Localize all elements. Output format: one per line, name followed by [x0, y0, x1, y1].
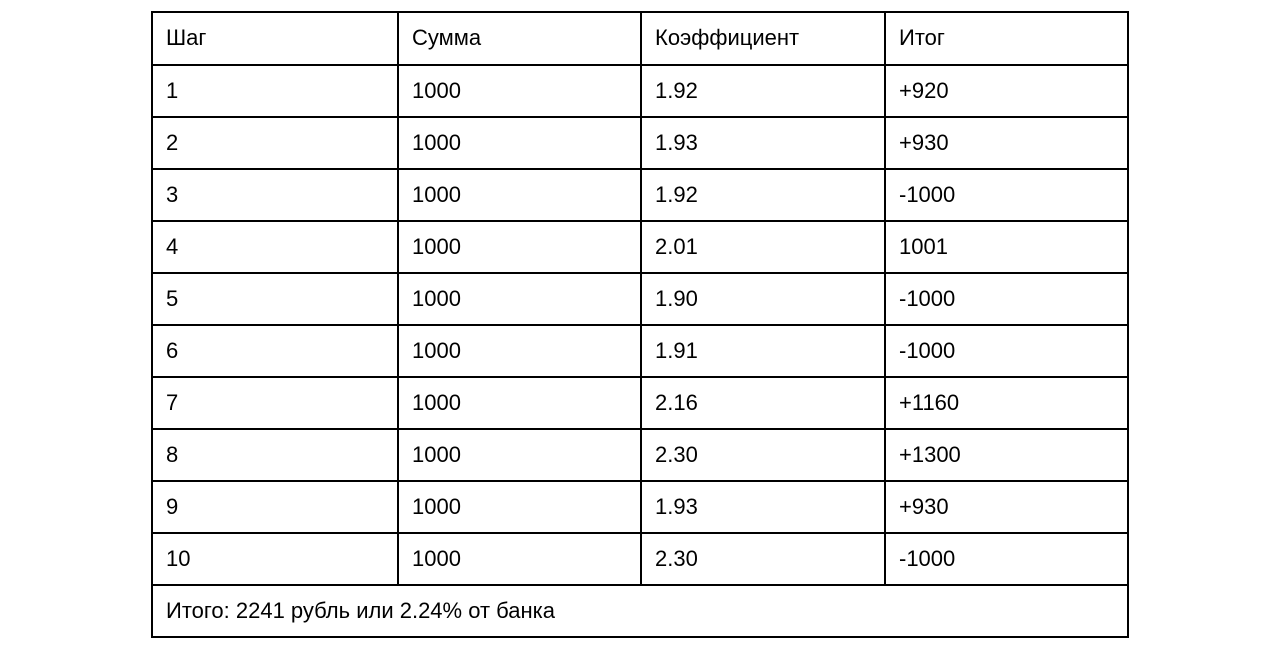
table-row — [152, 273, 1128, 325]
table-cell: -1000 — [885, 533, 1128, 585]
table-cell: 1000 — [398, 117, 641, 169]
table-cell: -1000 — [885, 169, 1128, 221]
table-cell: 7 — [152, 377, 398, 429]
table-cell: -1000 — [885, 273, 1128, 325]
table-cell: 1000 — [398, 533, 641, 585]
table-cell: +920 — [885, 65, 1128, 117]
header-row — [152, 12, 1128, 65]
table-row — [152, 117, 1128, 169]
table-cell: 1.93 — [641, 117, 885, 169]
table-cell: 1000 — [398, 169, 641, 221]
table-cell: 1000 — [398, 325, 641, 377]
table-cell: 1000 — [398, 221, 641, 273]
table-body — [152, 65, 1128, 585]
table-cell: -1000 — [885, 325, 1128, 377]
footer-total-cell: Итого: 2241 рубль или 2.24% от банка — [152, 585, 1128, 637]
table-cell: +1160 — [885, 377, 1128, 429]
table-cell: 3 — [152, 169, 398, 221]
table-cell: 2 — [152, 117, 398, 169]
table-cell: 1.92 — [641, 65, 885, 117]
table-cell: 2.30 — [641, 429, 885, 481]
table-row — [152, 325, 1128, 377]
table-cell: 2.30 — [641, 533, 885, 585]
table-row — [152, 377, 1128, 429]
table-row — [152, 65, 1128, 117]
column-header: Сумма — [398, 12, 641, 65]
table-cell: 1000 — [398, 273, 641, 325]
table-cell: 2.16 — [641, 377, 885, 429]
column-header: Коэффициент — [641, 12, 885, 65]
column-header: Шаг — [152, 12, 398, 65]
table-cell: 1000 — [398, 65, 641, 117]
table-cell: 4 — [152, 221, 398, 273]
table-cell: 1.92 — [641, 169, 885, 221]
table-footer — [152, 585, 1128, 637]
table-cell: 6 — [152, 325, 398, 377]
table-row — [152, 221, 1128, 273]
results-table-container — [151, 11, 1129, 638]
table-cell: 2.01 — [641, 221, 885, 273]
column-header: Итог — [885, 12, 1128, 65]
table-row — [152, 169, 1128, 221]
table-cell: 1.91 — [641, 325, 885, 377]
table-cell: 9 — [152, 481, 398, 533]
table-cell: 1.90 — [641, 273, 885, 325]
table-cell: 10 — [152, 533, 398, 585]
table-cell: 1000 — [398, 481, 641, 533]
table-cell: 1.93 — [641, 481, 885, 533]
table-row — [152, 481, 1128, 533]
table-row — [152, 533, 1128, 585]
table-cell: 1001 — [885, 221, 1128, 273]
table-cell: 1000 — [398, 429, 641, 481]
table-row — [152, 429, 1128, 481]
table-cell: 1000 — [398, 377, 641, 429]
table-cell: +930 — [885, 117, 1128, 169]
table-cell: 1 — [152, 65, 398, 117]
footer-row — [152, 585, 1128, 637]
table-cell: 5 — [152, 273, 398, 325]
table-cell: 8 — [152, 429, 398, 481]
table-cell: +930 — [885, 481, 1128, 533]
results-table — [151, 11, 1129, 638]
table-cell: +1300 — [885, 429, 1128, 481]
table-header — [152, 12, 1128, 65]
